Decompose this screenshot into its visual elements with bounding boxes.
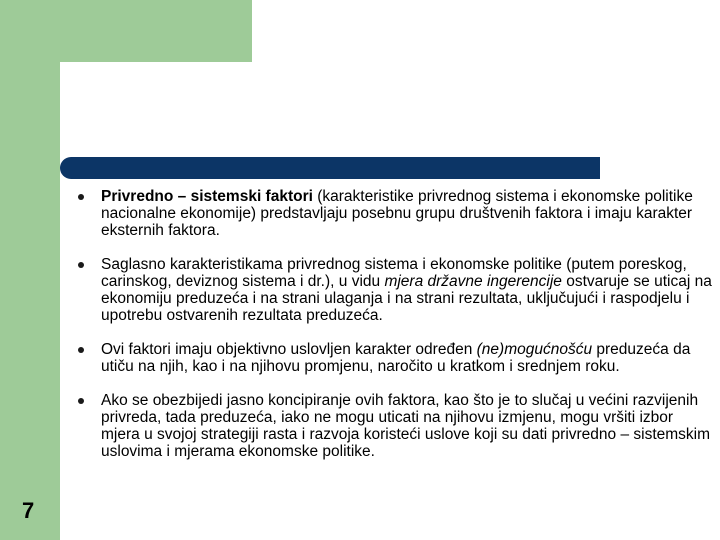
green-side-band	[0, 0, 60, 540]
text-before: Saglasno karakteristikama privrednog sistema i ekonomske politike (putem poreskog, carinskog, deviznog sistema i dr.), u vidu	[101, 256, 687, 290]
text-after: ostvaruje se uticaj na ekonomiju preduzeća i na strani ulaganja i na strani rezultata, uključujući i raspodjelu i upotrebu ostvarenih rezultata preduzeća.	[101, 273, 712, 324]
title-bar	[60, 157, 600, 179]
bullet-text: Ako se obezbijedi jasno koncipiranje ovih faktora, kao što je to slučaj u većini razvijenih privreda, tada preduzeća, iako ne mogu uticati na njihovu izmjenu, mogu vršiti izbor mjera u svojoj strategiji rasta i razvoja koristeći uslove koji su dati privredno – sistemskim uslovima i mjerama ekonomske politike.	[101, 392, 711, 460]
bullet-item-4	[78, 392, 714, 460]
bullet-text	[101, 341, 714, 375]
green-top-band	[0, 0, 252, 62]
bullet-text	[101, 188, 714, 239]
bullet-text	[101, 256, 714, 324]
italic-phrase: (ne)mogućnošću	[476, 341, 593, 358]
bullet-icon	[78, 194, 84, 200]
bullet-icon	[78, 398, 84, 404]
bullet-item-3	[78, 341, 714, 375]
bold-phrase: Privredno – sistemski faktori	[101, 188, 313, 205]
bullet-list	[78, 188, 714, 477]
italic-phrase: mjera državne ingerencije	[384, 273, 562, 290]
bullet-item-1	[78, 188, 714, 239]
bullet-icon	[78, 347, 84, 353]
bullet-item-2	[78, 256, 714, 324]
text-before: Ovi faktori imaju objektivno uslovljen karakter određen	[101, 341, 477, 358]
rounded-corner	[60, 62, 120, 122]
bullet-icon	[78, 262, 84, 268]
text-body: (karakteristike privrednog sistema i ekonomske politike nacionalne ekonomije) predstavljaju posebnu grupu društvenih faktora i imaju karakter eksternih faktora.	[101, 188, 693, 239]
text-after: preduzeća da utiču na njih, kao i na njihovu promjenu, naročito u kratkom i srednjem roku.	[101, 341, 691, 375]
page-number: 7	[22, 498, 35, 523]
